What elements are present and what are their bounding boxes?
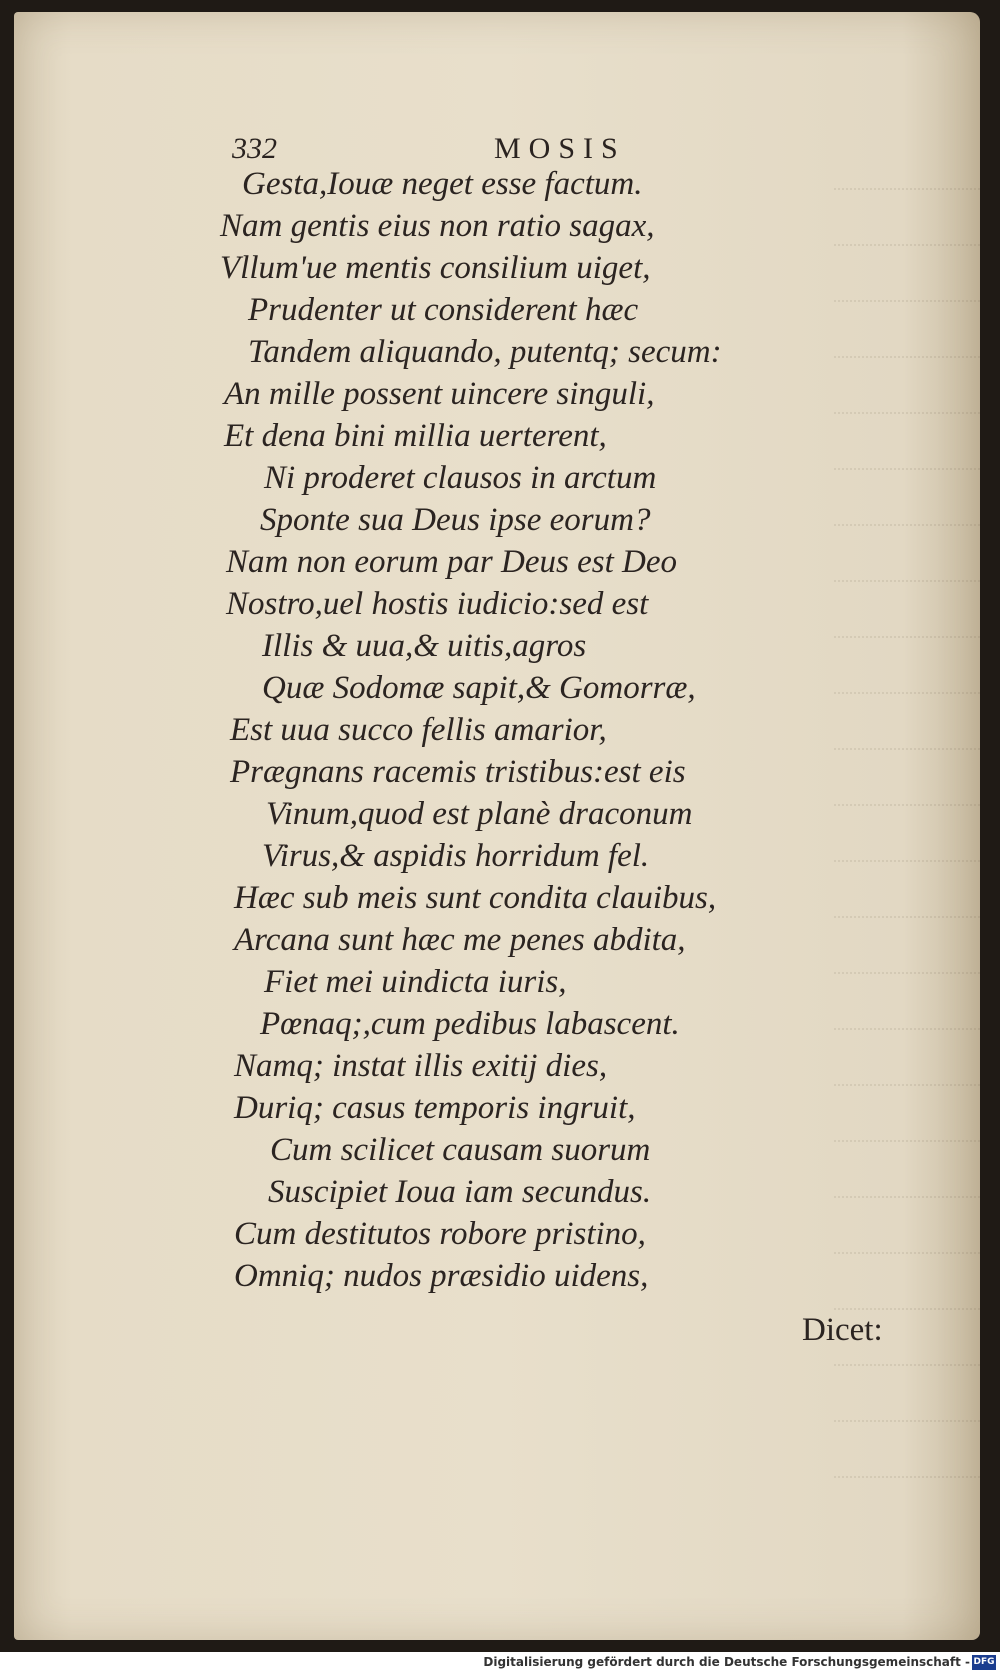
verse-line: Arcana sunt hæc me penes abdita, [234,922,686,958]
verse-line: Fiet mei uindicta iuris, [264,964,567,1000]
verse-line: Prægnans racemis tristibus:est eis [230,754,686,790]
running-title: MOSIS [494,132,626,165]
dfg-logo-icon: DFG [972,1655,996,1670]
verse-line: Suscipiet Ioua iam secundus. [268,1174,652,1210]
verse-line: Namq; instat illis exitij dies, [234,1048,608,1084]
verse-line: Nam non eorum par Deus est Deo [226,544,677,580]
book-page [14,12,980,1640]
funding-credit: Digitalisierung gefördert durch die Deutsche Forschungsgemeinschaft - [483,1655,970,1669]
verse-block [14,12,980,1640]
digitization-footer [0,1652,1000,1674]
verse-line: Cum destitutos robore pristino, [234,1216,646,1252]
verse-line: Cum scilicet causam suorum [270,1132,651,1168]
verse-line: Ni proderet clausos in arctum [264,460,657,496]
verse-line: Duriq; casus temporis ingruit, [234,1090,636,1126]
verse-line: Nostro,uel hostis iudicio:sed est [226,586,649,622]
catchword: Dicet: [802,1312,883,1348]
page-number: 332 [232,132,277,165]
verse-line: Gesta,Iouæ neget esse factum. [242,166,643,202]
verse-line: An mille possent uincere singuli, [224,376,655,412]
verse-line: Sponte sua Deus ipse eorum? [260,502,651,538]
verse-line: Est uua succo fellis amarior, [230,712,607,748]
verse-line: Virus,& aspidis horridum fel. [262,838,650,874]
verse-line: Hæc sub meis sunt condita clauibus, [234,880,717,916]
verse-line: Et dena bini millia uerterent, [224,418,607,454]
verse-line: Prudenter ut considerent hæc [248,292,639,328]
verse-line: Quæ Sodomæ sapit,& Gomorræ, [262,670,696,706]
verse-line: Nam gentis eius non ratio sagax, [220,208,655,244]
verse-line: Vinum,quod est planè draconum [266,796,693,832]
verse-line: Illis & uua,& uitis,agros [262,628,587,664]
verse-line: Vllum'ue mentis consilium uiget, [220,250,651,286]
verse-line: Tandem aliquando, putentq; secum: [248,334,722,370]
verse-line: Omniq; nudos præsidio uidens, [234,1258,649,1294]
verse-line: Pœnaq;,cum pedibus labascent. [260,1006,680,1042]
